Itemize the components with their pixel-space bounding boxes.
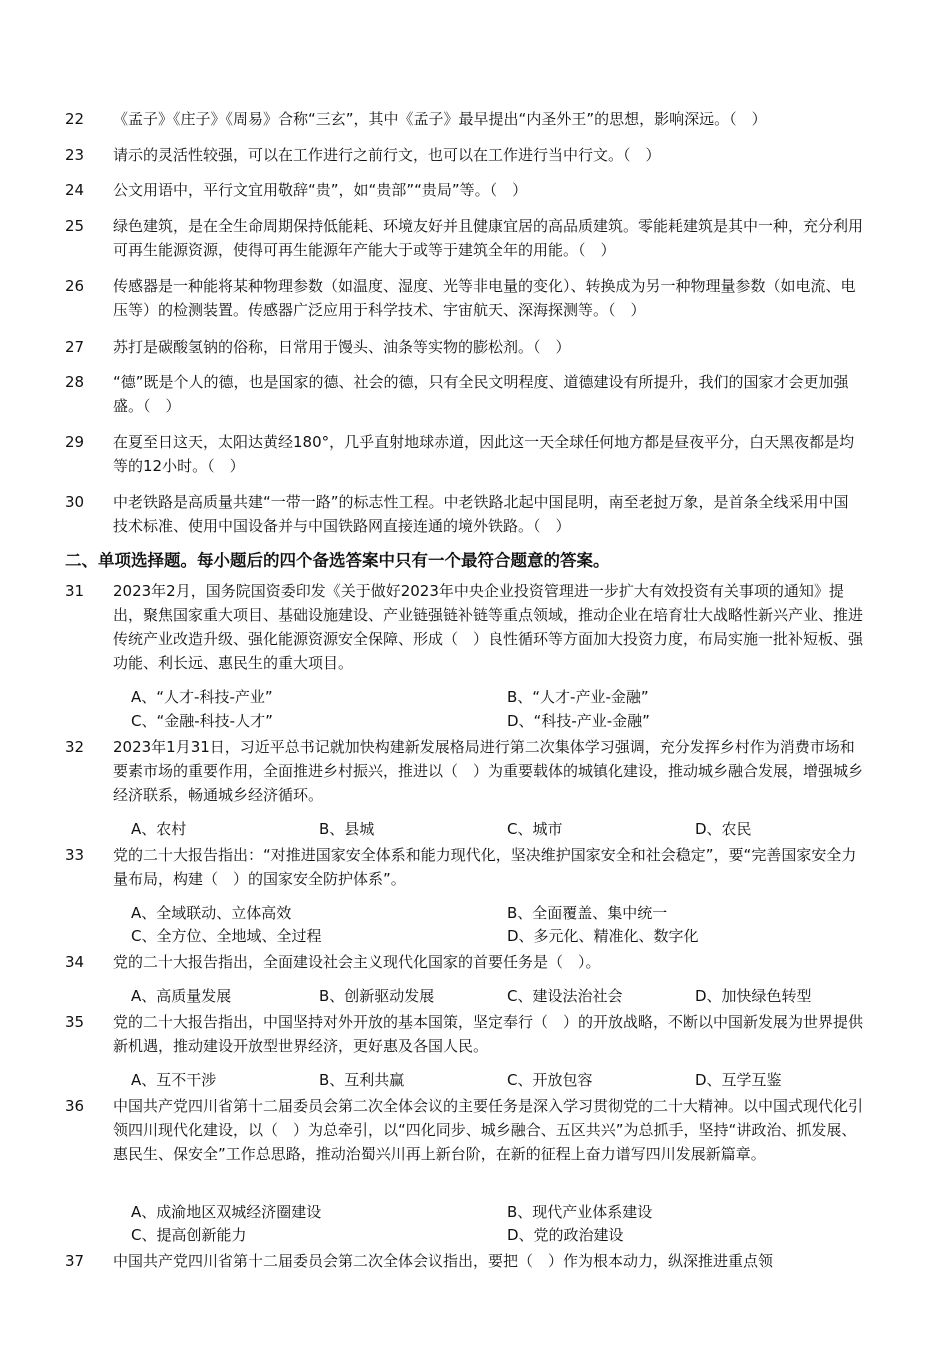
option-c[interactable]: C、“金融-科技-人才” [131,712,273,730]
question-number: 36 [65,1097,85,1115]
question-number: 26 [65,277,85,295]
option-b[interactable]: B、全面覆盖、集中统一 [507,904,668,922]
question-number: 30 [65,493,85,511]
question-text: 党的二十大报告指出，中国坚持对外开放的基本国策，坚定奉行（ ）的开放战略，不断以中国新发展为世界提供新机遇，推动建设开放型世界经济，更好惠及各国人民。 [113,1013,864,1055]
question-number: 33 [65,846,85,864]
section-title: 二、单项选择题。每小题后的四个备选答案中只有一个最符合题意的答案。 [65,551,610,570]
option-b[interactable]: B、互利共赢 [319,1071,405,1089]
question-text: 公文用语中，平行文宜用敬辞“贵”，如“贵部”“贵局”等。（ ） [113,181,528,199]
question-number: 31 [65,582,85,600]
option-a[interactable]: A、农村 [131,820,187,838]
question-number: 32 [65,738,85,756]
question-number: 23 [65,146,85,164]
option-b[interactable]: B、现代产业体系建设 [507,1203,653,1221]
option-a[interactable]: A、“人才-科技-产业” [131,688,273,706]
question-number: 27 [65,338,85,356]
question-text: 《孟子》《庄子》《周易》合称“三玄”，其中《孟子》最早提出“内圣外王”的思想，影响深远。（ ） [113,110,767,128]
question-number: 29 [65,433,85,451]
option-c[interactable]: C、建设法治社会 [507,987,623,1005]
question-text: 中国共产党四川省第十二届委员会第二次全体会议的主要任务是深入学习贯彻党的二十大精神。以中国式现代化引领四川现代化建设，以（ ）为总牵引，以“四化同步、城乡融合、五区共兴”为总抓手，坚持“讲政治、抓发展、惠民生、保安全”工作总思路，推动治蜀兴川再上新台阶，在新的征程上奋力谱写四川发展新篇章。 [113,1097,864,1163]
question-text: 请示的灵活性较强，可以在工作进行之前行文，也可以在工作进行当中行文。（ ） [113,146,661,164]
question-number: 25 [65,217,85,235]
option-a[interactable]: A、互不干涉 [131,1071,217,1089]
question-text: 2023年2月，国务院国资委印发《关于做好2023年中央企业投资管理进一步扩大有效投资有关事项的通知》提出，聚焦国家重大项目、基础设施建设、产业链强链补链等重点领域，推动企业在培育壮大战略性新兴产业、推进传统产业改造升级、强化能源资源安全保障、形成（ ）良性循环等方面加大投资力度，布局实施一批补短板、强功能、利长远、惠民生的重大项目。 [113,582,864,672]
option-d[interactable]: D、互学互鉴 [695,1071,782,1089]
question-text: 在夏至日这天，太阳达黄经180°，几乎直射地球赤道，因此这一天全球任何地方都是昼夜平分，白天黑夜都是均等的12小时。（ ） [113,433,855,475]
option-a[interactable]: A、高质量发展 [131,987,232,1005]
question-text: 2023年1月31日，习近平总书记就加快构建新发展格局进行第二次集体学习强调，充分发挥乡村作为消费市场和要素市场的重要作用，全面推进乡村振兴，推进以（ ）为重要载体的城镇化建设，推动城乡融合发展，增强城乡经济联系，畅通城乡经济循环。 [113,738,864,804]
question-text: 党的二十大报告指出，全面建设社会主义现代化国家的首要任务是（ ）。 [113,953,601,971]
question-number: 22 [65,110,85,128]
question-text: “德”既是个人的德，也是国家的德、社会的德，只有全民文明程度、道德建设有所提升，我们的国家才会更加强盛。（ ） [113,373,849,415]
option-d[interactable]: D、多元化、精准化、数字化 [507,927,699,945]
question-number: 34 [65,953,85,971]
option-b[interactable]: B、“人才-产业-金融” [507,688,649,706]
question-number: 37 [65,1252,85,1270]
question-text: 党的二十大报告指出：“对推进国家安全体系和能力现代化，坚决维护国家安全和社会稳定”，要“完善国家安全力量布局，构建（ ）的国家安全防护体系”。 [113,846,857,888]
option-d[interactable]: D、“科技-产业-金融” [507,712,650,730]
question-text: 中老铁路是高质量共建“一带一路”的标志性工程。中老铁路北起中国昆明，南至老挝万象，是首条全线采用中国技术标准、使用中国设备并与中国铁路网直接连通的境外铁路。（ ） [113,493,849,535]
option-c[interactable]: C、全方位、全地域、全过程 [131,927,322,945]
question-text: 中国共产党四川省第十二届委员会第二次全体会议指出，要把（ ）作为根本动力，纵深推进重点领 [113,1252,774,1270]
option-c[interactable]: C、提高创新能力 [131,1226,247,1244]
option-d[interactable]: D、加快绿色转型 [695,987,812,1005]
option-c[interactable]: C、开放包容 [507,1071,593,1089]
option-d[interactable]: D、农民 [695,820,752,838]
option-b[interactable]: B、创新驱动发展 [319,987,435,1005]
question-number: 28 [65,373,85,391]
question-text: 苏打是碳酸氢钠的俗称，日常用于馒头、油条等实物的膨松剂。（ ） [113,338,571,356]
option-a[interactable]: A、成渝地区双城经济圈建设 [131,1203,322,1221]
question-text: 绿色建筑，是在全生命周期保持低能耗、环境友好并且健康宜居的高品质建筑。零能耗建筑是其中一种，充分利用可再生能源资源，使得可再生能源年产能大于或等于建筑全年的用能。（ ） [113,217,864,259]
question-number: 24 [65,181,85,199]
option-c[interactable]: C、城市 [507,820,563,838]
option-a[interactable]: A、全域联动、立体高效 [131,904,292,922]
option-d[interactable]: D、党的政治建设 [507,1226,624,1244]
question-text: 传感器是一种能将某种物理参数（如温度、湿度、光等非电量的变化）、转换成为另一种物理量参数（如电流、电压等）的检测装置。传感器广泛应用于科学技术、宇宙航天、深海探测等。（ ） [113,277,856,319]
option-b[interactable]: B、县城 [319,820,375,838]
question-number: 35 [65,1013,85,1031]
